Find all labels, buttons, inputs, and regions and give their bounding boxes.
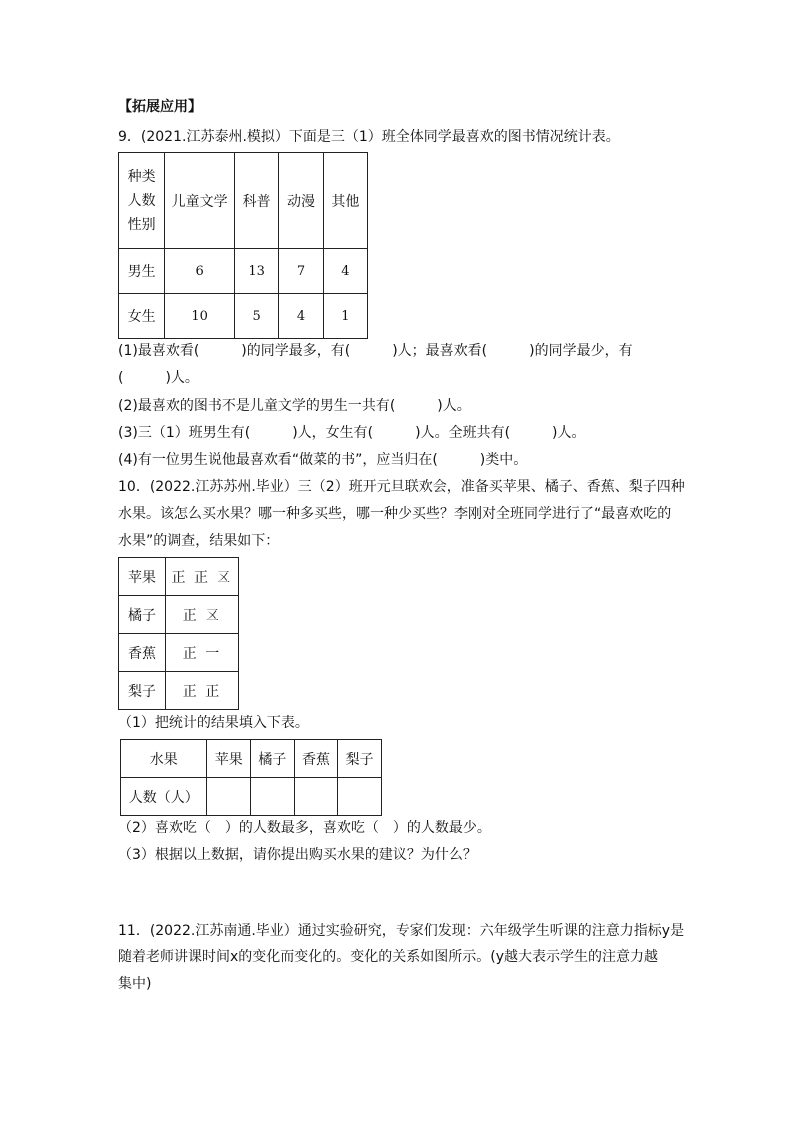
answer-cell[interactable] <box>251 778 295 816</box>
table-row <box>119 634 239 672</box>
table-cell: 1 <box>323 294 367 339</box>
column-header: 橘子 <box>251 740 295 778</box>
table-row <box>121 778 382 816</box>
column-header: 科普 <box>235 153 279 249</box>
column-header: 动漫 <box>279 153 323 249</box>
q10-sub3: （3）根据以上数据，请你提出购买水果的建议？为什么？ <box>118 847 477 863</box>
q11-line2: 随着老师讲课时间x的变化而变化的。变化的关系如图所示。(y越大表示学生的注意力越 <box>118 949 659 965</box>
column-header: 苹果 <box>207 740 251 778</box>
fruit-label: 苹果 <box>119 558 166 596</box>
column-header: 梨子 <box>338 740 382 778</box>
answer-cell[interactable] <box>338 778 382 816</box>
column-header: 其他 <box>323 153 367 249</box>
tally-marks: 正 正 𠄡 <box>166 558 239 596</box>
table-cell: 4 <box>323 249 367 294</box>
q9-sub2: (2)最喜欢的图书不是儿童文学的男生一共有( )人。 <box>118 398 471 414</box>
table-cell: 6 <box>165 249 235 294</box>
tally-marks: 正 一 <box>166 634 239 672</box>
fruit-fill-table <box>120 739 382 816</box>
q11-line1: 11．(2022.江苏南通.毕业）通过实验研究，专家们发现：六年级学生听课的注意力指标y是 <box>118 923 685 939</box>
table-cell: 13 <box>235 249 279 294</box>
book-stats-table <box>118 152 368 339</box>
q9-sub1-cont: ( )人。 <box>118 370 199 386</box>
row-label: 人数（人） <box>121 778 207 816</box>
q9-sub1: (1)最喜欢看( )的同学最多，有( )人；最喜欢看( )的同学最少，有 <box>118 343 633 359</box>
column-header: 儿童文学 <box>165 153 235 249</box>
q10-stem-line1: 10．(2022.江苏苏州.毕业）三（2）班开元旦联欢会，准备买苹果、橘子、香蕉、梨子四种 <box>118 479 685 495</box>
tally-marks: 正 𠄡 <box>166 596 239 634</box>
table-row <box>119 558 239 596</box>
table-row <box>119 249 368 294</box>
fruit-label: 香蕉 <box>119 634 166 672</box>
row-label: 女生 <box>119 294 165 339</box>
corner-label-type: 种类 <box>127 168 156 185</box>
fruit-label: 梨子 <box>119 672 166 710</box>
q10-stem-line2: 水果。该怎么买水果？哪一种多买些，哪一种少买些？李刚对全班同学进行了“最喜欢吃的 <box>118 506 672 522</box>
q9-sub4: (4)有一位男生说他最喜欢看“做菜的书”，应当归在( )类中。 <box>118 452 528 468</box>
row-label: 男生 <box>119 249 165 294</box>
table-cell: 10 <box>165 294 235 339</box>
table-cell: 4 <box>279 294 323 339</box>
table-cell: 5 <box>235 294 279 339</box>
table-header-row <box>119 153 368 249</box>
q10-stem-line3: 水果”的调查，结果如下： <box>118 533 280 549</box>
column-header: 水果 <box>121 740 207 778</box>
table-row <box>119 596 239 634</box>
corner-header-cell <box>119 153 165 249</box>
table-cell: 7 <box>279 249 323 294</box>
q9-stem: 9．(2021.江苏泰州.模拟）下面是三（1）班全体同学最喜欢的图书情况统计表。 <box>118 129 620 145</box>
section-title: 【拓展应用】 <box>118 99 202 115</box>
q11-line3: 集中) <box>118 976 152 992</box>
corner-label-count: 人数 <box>127 192 156 209</box>
q10-sub2: （2）喜欢吃（ ）的人数最多，喜欢吃（ ）的人数最少。 <box>118 820 491 836</box>
table-row <box>119 672 239 710</box>
answer-cell[interactable] <box>294 778 338 816</box>
corner-label-gender: 性别 <box>127 216 156 233</box>
answer-cell[interactable] <box>207 778 251 816</box>
tally-table <box>118 557 239 710</box>
table-row <box>119 294 368 339</box>
q9-sub3: (3)三（1）班男生有( )人，女生有( )人。全班共有( )人。 <box>118 425 586 441</box>
fruit-label: 橘子 <box>119 596 166 634</box>
table-header-row <box>121 740 382 778</box>
q10-sub1: （1）把统计的结果填入下表。 <box>118 715 309 731</box>
column-header: 香蕉 <box>294 740 338 778</box>
tally-marks: 正 正 <box>166 672 239 710</box>
